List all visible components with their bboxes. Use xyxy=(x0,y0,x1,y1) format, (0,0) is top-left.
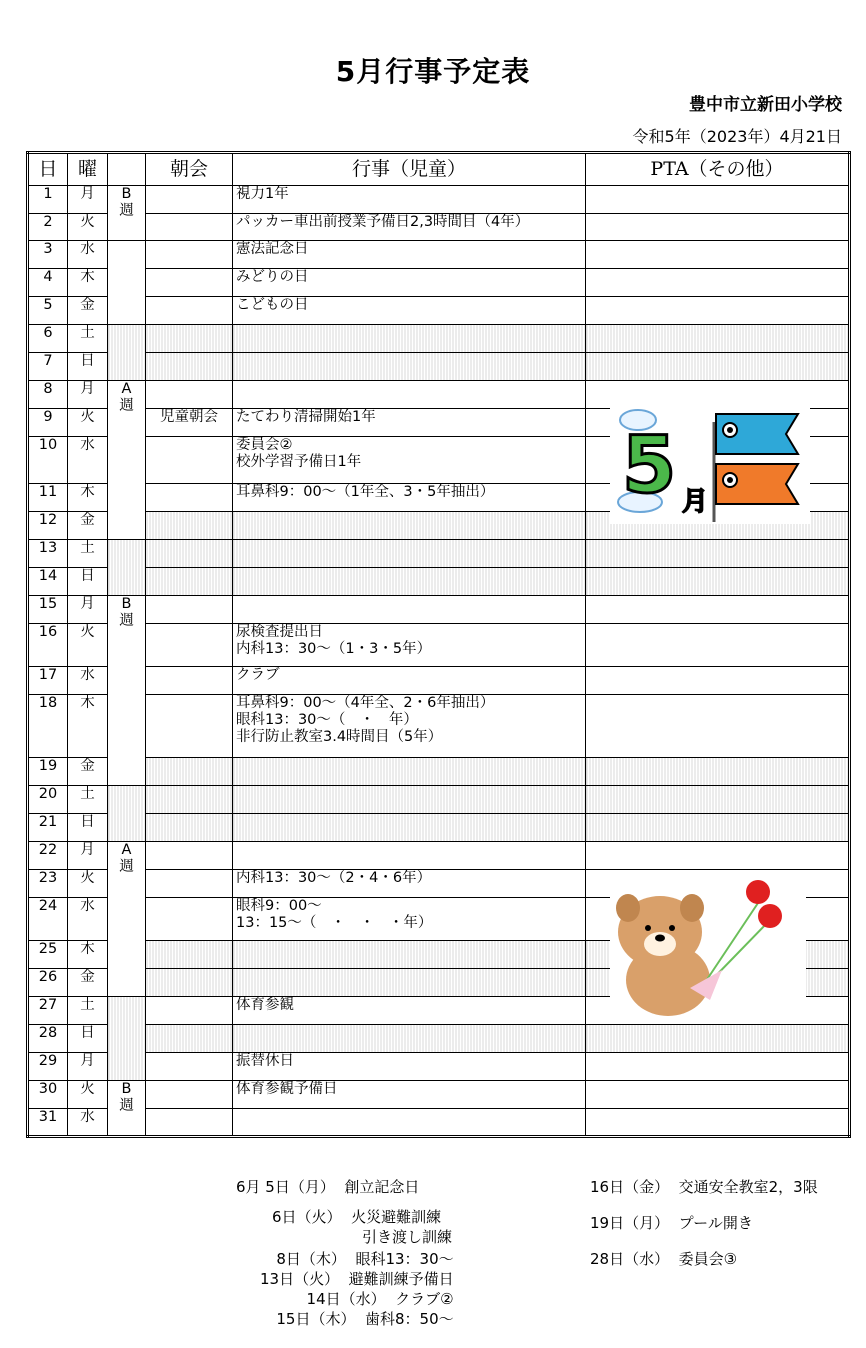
events-cell: こどもの日 xyxy=(233,297,586,325)
day-cell: 18 xyxy=(28,695,68,758)
schedule-row xyxy=(28,667,850,695)
weekday-cell: 土 xyxy=(68,786,108,814)
events-cell xyxy=(233,941,586,969)
events-cell xyxy=(233,512,586,540)
pta-cell xyxy=(586,1081,850,1109)
day-cell: 4 xyxy=(28,269,68,297)
assembly-cell xyxy=(146,214,233,241)
events-cell xyxy=(233,814,586,842)
weekday-cell: 月 xyxy=(68,842,108,870)
pta-cell xyxy=(586,568,850,596)
schedule-row xyxy=(28,1081,850,1109)
weekday-cell: 月 xyxy=(68,1053,108,1081)
assembly-cell xyxy=(146,596,233,624)
schedule-row xyxy=(28,269,850,297)
weekday-cell: 金 xyxy=(68,512,108,540)
weekday-cell: 日 xyxy=(68,568,108,596)
pta-cell xyxy=(586,842,850,870)
day-cell: 15 xyxy=(28,596,68,624)
events-cell xyxy=(233,1025,586,1053)
events-cell xyxy=(233,842,586,870)
week-cell xyxy=(108,325,146,381)
pta-cell xyxy=(586,786,850,814)
schedule-row xyxy=(28,1053,850,1081)
day-cell: 7 xyxy=(28,353,68,381)
assembly-cell xyxy=(146,898,233,941)
events-cell xyxy=(233,353,586,381)
koinobori-illustration xyxy=(610,392,810,524)
day-cell: 17 xyxy=(28,667,68,695)
events-cell: クラブ xyxy=(233,667,586,695)
schedule-row xyxy=(28,214,850,241)
page-title: 5月行事予定表 xyxy=(335,55,531,88)
issue-date: 令和5年（2023年）4月21日 xyxy=(632,127,842,146)
weekday-cell: 火 xyxy=(68,409,108,437)
header-day: 日 xyxy=(28,153,68,186)
events-cell: たてわり清掃開始1年 xyxy=(233,409,586,437)
weekday-cell: 水 xyxy=(68,437,108,484)
schedule-row xyxy=(28,695,850,758)
weekday-cell: 水 xyxy=(68,241,108,269)
events-cell xyxy=(233,786,586,814)
weekday-cell: 木 xyxy=(68,269,108,297)
pta-cell xyxy=(586,695,850,758)
header-assembly: 朝会 xyxy=(146,153,233,186)
carp-number-text: 5 xyxy=(622,421,677,511)
assembly-cell xyxy=(146,568,233,596)
footer-note-june5: 6月 5日（月） 創立記念日 xyxy=(236,1178,420,1196)
assembly-cell xyxy=(146,1109,233,1137)
week-cell: B 週 xyxy=(108,596,146,786)
assembly-cell xyxy=(146,786,233,814)
events-cell xyxy=(233,540,586,568)
assembly-cell xyxy=(146,870,233,898)
assembly-cell xyxy=(146,1025,233,1053)
events-cell: 耳鼻科9：00～（4年全、2・6年抽出） 眼科13：30～（ ・ 年） 非行防止教室3.4時間目（5年） xyxy=(233,695,586,758)
pta-cell xyxy=(586,1109,850,1137)
weekday-cell: 木 xyxy=(68,695,108,758)
pta-cell xyxy=(586,353,850,381)
weekday-cell: 月 xyxy=(68,381,108,409)
day-cell: 1 xyxy=(28,186,68,214)
events-cell: 憲法記念日 xyxy=(233,241,586,269)
assembly-cell xyxy=(146,997,233,1025)
day-cell: 8 xyxy=(28,381,68,409)
events-cell xyxy=(233,969,586,997)
events-cell: 内科13：30～（2・4・6年） xyxy=(233,870,586,898)
schedule-row xyxy=(28,241,850,269)
day-cell: 16 xyxy=(28,624,68,667)
pta-cell xyxy=(586,596,850,624)
week-cell: B 週 xyxy=(108,1081,146,1137)
events-cell: 視力1年 xyxy=(233,186,586,214)
day-cell: 31 xyxy=(28,1109,68,1137)
weekday-cell: 水 xyxy=(68,898,108,941)
pta-cell xyxy=(586,540,850,568)
weekday-cell: 火 xyxy=(68,870,108,898)
weekday-cell: 月 xyxy=(68,596,108,624)
schedule-row xyxy=(28,186,850,214)
day-cell: 26 xyxy=(28,969,68,997)
weekday-cell: 土 xyxy=(68,540,108,568)
day-cell: 21 xyxy=(28,814,68,842)
events-cell xyxy=(233,381,586,409)
pta-cell xyxy=(586,297,850,325)
schedule-row xyxy=(28,568,850,596)
assembly-cell xyxy=(146,695,233,758)
events-cell: 体育参観予備日 xyxy=(233,1081,586,1109)
footer-note-june19: 19日（月） プール開き xyxy=(590,1214,753,1232)
events-cell xyxy=(233,1109,586,1137)
day-cell: 3 xyxy=(28,241,68,269)
day-cell: 2 xyxy=(28,214,68,241)
assembly-cell: 児童朝会 xyxy=(146,409,233,437)
schedule-row xyxy=(28,1109,850,1137)
bear-with-carnation-icon xyxy=(610,870,806,1022)
day-cell: 24 xyxy=(28,898,68,941)
school-name: 豊中市立新田小学校 xyxy=(689,95,842,115)
weekday-cell: 木 xyxy=(68,484,108,512)
day-cell: 11 xyxy=(28,484,68,512)
events-cell xyxy=(233,758,586,786)
events-cell: パッカー車出前授業予備日2,3時間目（4年） xyxy=(233,214,586,241)
weekday-cell: 水 xyxy=(68,667,108,695)
carp-streamer-icon xyxy=(610,392,810,524)
week-cell: A 週 xyxy=(108,842,146,997)
weekday-cell: 火 xyxy=(68,624,108,667)
day-cell: 10 xyxy=(28,437,68,484)
footer-note-june16: 16日（金） 交通安全教室2，3限 xyxy=(590,1178,818,1196)
assembly-cell xyxy=(146,512,233,540)
day-cell: 13 xyxy=(28,540,68,568)
footer-note-june8-15: 8日（木） 眼科13：30～ 13日（火） 避難訓練予備日 14日（水） クラブ② 15日（木） 歯科8：50～ xyxy=(260,1250,454,1328)
day-cell: 30 xyxy=(28,1081,68,1109)
assembly-cell xyxy=(146,241,233,269)
pta-cell xyxy=(586,758,850,786)
schedule-row xyxy=(28,786,850,814)
day-cell: 22 xyxy=(28,842,68,870)
assembly-cell xyxy=(146,842,233,870)
week-cell: A 週 xyxy=(108,381,146,540)
events-cell: 耳鼻科9：00～（1年全、3・5年抽出） xyxy=(233,484,586,512)
assembly-cell xyxy=(146,941,233,969)
assembly-cell xyxy=(146,269,233,297)
events-cell xyxy=(233,568,586,596)
assembly-cell xyxy=(146,484,233,512)
day-cell: 19 xyxy=(28,758,68,786)
schedule-row xyxy=(28,842,850,870)
schedule-row xyxy=(28,540,850,568)
header-events: 行事（児童） xyxy=(233,153,586,186)
events-cell: みどりの日 xyxy=(233,269,586,297)
assembly-cell xyxy=(146,624,233,667)
week-cell xyxy=(108,997,146,1081)
footer-note-june6: 6日（火） 火災避難訓練 引き渡し訓練 xyxy=(272,1208,453,1246)
events-cell: 眼科9：00～ 13：15～（ ・ ・ ・年） xyxy=(233,898,586,941)
schedule-row xyxy=(28,596,850,624)
carp-month-text: 月 xyxy=(682,487,709,517)
assembly-cell xyxy=(146,325,233,353)
pta-cell xyxy=(586,269,850,297)
schedule-row xyxy=(28,814,850,842)
header-week xyxy=(108,153,146,186)
week-cell xyxy=(108,786,146,842)
day-cell: 28 xyxy=(28,1025,68,1053)
assembly-cell xyxy=(146,353,233,381)
footer-note-june28: 28日（水） 委員会③ xyxy=(590,1250,738,1268)
assembly-cell xyxy=(146,969,233,997)
pta-cell xyxy=(586,624,850,667)
pta-cell xyxy=(586,241,850,269)
assembly-cell xyxy=(146,297,233,325)
assembly-cell xyxy=(146,437,233,484)
weekday-cell: 金 xyxy=(68,969,108,997)
weekday-cell: 日 xyxy=(68,1025,108,1053)
day-cell: 5 xyxy=(28,297,68,325)
weekday-cell: 金 xyxy=(68,758,108,786)
assembly-cell xyxy=(146,381,233,409)
week-cell: B 週 xyxy=(108,186,146,241)
weekday-cell: 火 xyxy=(68,1081,108,1109)
schedule-row xyxy=(28,297,850,325)
table-header-row xyxy=(28,153,850,186)
schedule-row xyxy=(28,624,850,667)
weekday-cell: 土 xyxy=(68,325,108,353)
day-cell: 12 xyxy=(28,512,68,540)
assembly-cell xyxy=(146,814,233,842)
pta-cell xyxy=(586,186,850,214)
weekday-cell: 月 xyxy=(68,186,108,214)
weekday-cell: 金 xyxy=(68,297,108,325)
assembly-cell xyxy=(146,540,233,568)
events-cell: 振替休日 xyxy=(233,1053,586,1081)
schedule-row xyxy=(28,325,850,353)
assembly-cell xyxy=(146,667,233,695)
day-cell: 27 xyxy=(28,997,68,1025)
events-cell: 委員会② 校外学習予備日1年 xyxy=(233,437,586,484)
schedule-row xyxy=(28,1025,850,1053)
assembly-cell xyxy=(146,758,233,786)
weekday-cell: 木 xyxy=(68,941,108,969)
pta-cell xyxy=(586,325,850,353)
schedule-row xyxy=(28,758,850,786)
day-cell: 23 xyxy=(28,870,68,898)
bear-illustration xyxy=(610,870,806,1022)
events-cell xyxy=(233,325,586,353)
header-pta: PTA（その他） xyxy=(586,153,850,186)
events-cell: 体育参観 xyxy=(233,997,586,1025)
weekday-cell: 日 xyxy=(68,814,108,842)
week-cell xyxy=(108,540,146,596)
weekday-cell: 火 xyxy=(68,214,108,241)
events-cell xyxy=(233,596,586,624)
assembly-cell xyxy=(146,186,233,214)
pta-cell xyxy=(586,1053,850,1081)
events-cell: 尿検査提出日 内科13：30～（1・3・5年） xyxy=(233,624,586,667)
weekday-cell: 土 xyxy=(68,997,108,1025)
pta-cell xyxy=(586,1025,850,1053)
weekday-cell: 日 xyxy=(68,353,108,381)
header-weekday: 曜 xyxy=(68,153,108,186)
day-cell: 25 xyxy=(28,941,68,969)
assembly-cell xyxy=(146,1081,233,1109)
assembly-cell xyxy=(146,1053,233,1081)
schedule-row xyxy=(28,353,850,381)
day-cell: 9 xyxy=(28,409,68,437)
day-cell: 6 xyxy=(28,325,68,353)
day-cell: 20 xyxy=(28,786,68,814)
pta-cell xyxy=(586,214,850,241)
weekday-cell: 水 xyxy=(68,1109,108,1137)
pta-cell xyxy=(586,667,850,695)
day-cell: 14 xyxy=(28,568,68,596)
week-cell xyxy=(108,241,146,325)
day-cell: 29 xyxy=(28,1053,68,1081)
pta-cell xyxy=(586,814,850,842)
